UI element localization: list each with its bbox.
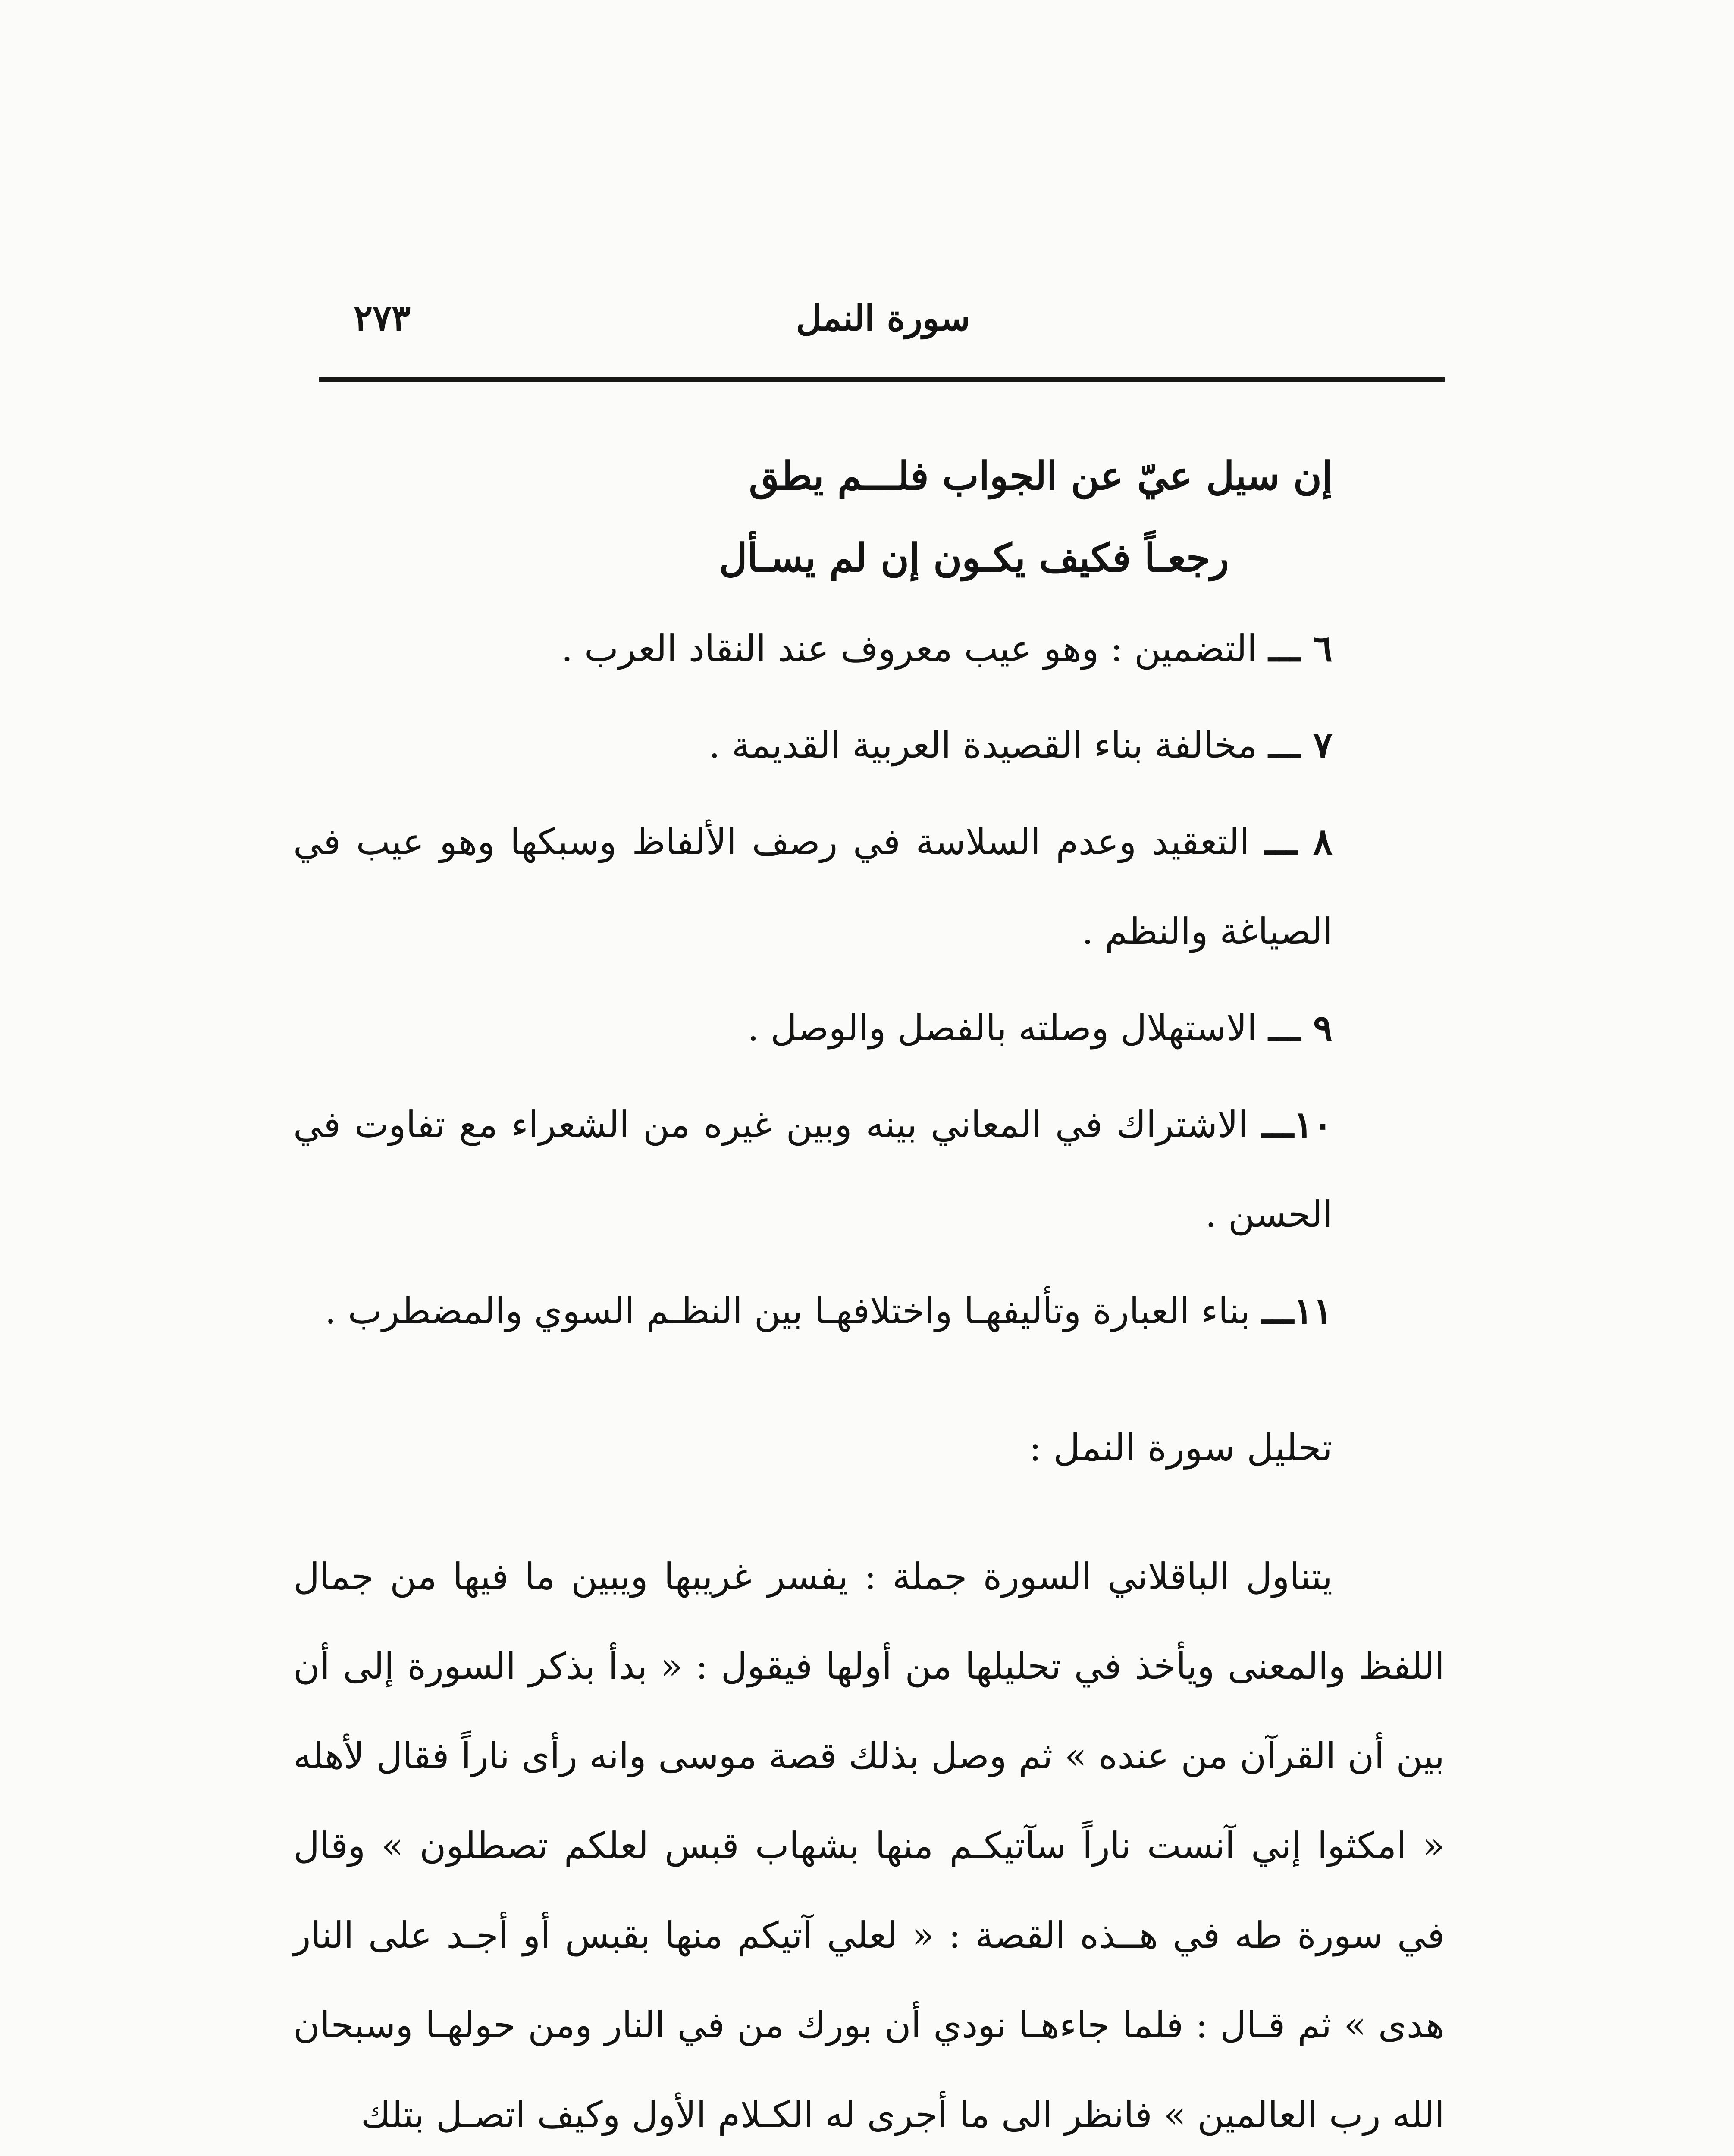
list-item-number: ١١ـــ (1261, 1289, 1333, 1332)
list-item (293, 1266, 1445, 1356)
list-item-number: ١٠ـــ (1261, 1103, 1333, 1146)
list-item (293, 604, 1445, 693)
page-header (319, 280, 1445, 349)
list-item (293, 797, 1445, 976)
list-item-text: مخالفة بناء القصيدة العربية القديمة . (709, 724, 1257, 766)
list-item-number: ٩ ـــ (1268, 1006, 1333, 1049)
list-item (293, 983, 1445, 1073)
header-rule (319, 377, 1445, 382)
verse-line-1: إن سيل عيّ عن الجواب فلـــم يطق (749, 453, 1333, 499)
list-item-text: بناء العبارة وتأليفهـا واختلافهـا بين النظـم السوي والمضطرب . (325, 1290, 1251, 1332)
page-number: ٢٧٣ (354, 298, 411, 339)
verse-line-2: رجعـاً فكيف يكـون إن لم يسـأل (719, 535, 1229, 581)
poem-verse (293, 414, 1445, 604)
list-item-number: ٦ ـــ (1268, 627, 1333, 670)
list-item-text: الاستهلال وصلته بالفصل والوصل . (747, 1007, 1257, 1049)
body-text (293, 414, 1445, 2156)
list-item-text: الاشتراك في المعاني بينه وبين غيره من الشعراء مع تفاوت في الحسن . (293, 1103, 1333, 1235)
body-paragraph: يتناول الباقلاني السورة جملة : يفسر غريبها ويبين ما فيها من جمال اللفظ والمعنى ويأخذ في تحليلها من أولها فيقول : « بدأ بذكر السورة إلى أن بين أن القرآن من عنده » ثم وصل بذلك قصة موسى وانه رأى ناراً فقال لأهله « امكثوا إني آنست ناراً سآتيكـم منها بشهاب قبس لعلكم تصطلون » وقال في سورة طه في هــذه القصة : « لعلي آتيكم منها بقبس أو أجـد على النار هدى » ثم قـال : فلما جاءهـا نودي أن بورك من في النار ومن حولهـا وسبحان الله رب العالمين » فانظر الى ما أجرى له الكـلام الأول وكيف اتصـل بتلك (293, 1555, 1445, 2136)
list-item (293, 1080, 1445, 1259)
list-item (293, 700, 1445, 790)
list-item-number: ٨ ـــ (1265, 820, 1333, 863)
list-item-text: التعقيد وعدم السلاسة في رصف الألفاظ وسبكها وهو عيب في الصياغة والنظم . (293, 821, 1333, 953)
section-heading: تحليل سورة النمل : (1029, 1426, 1333, 1470)
page-title: سورة النمل (796, 298, 970, 339)
list-item-text: التضمين : وهو عيب معروف عند النقاد العرب . (561, 627, 1257, 670)
list-item-number: ٧ ـــ (1268, 724, 1333, 766)
